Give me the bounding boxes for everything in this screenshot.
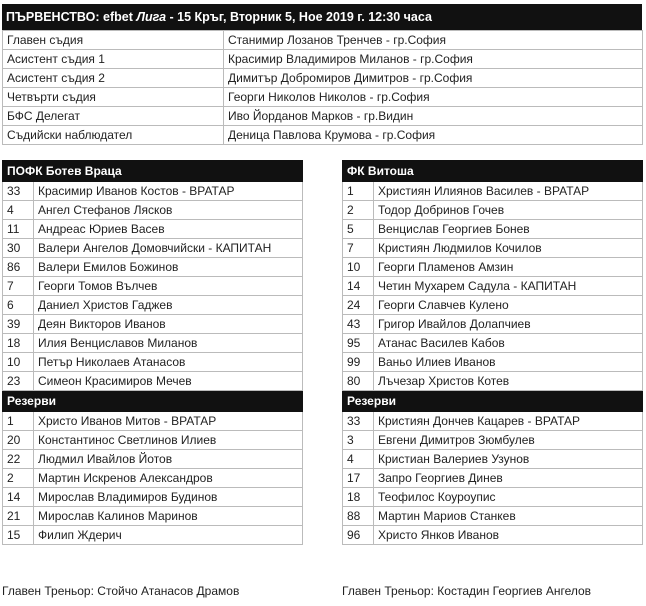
player-row: [3, 334, 303, 353]
player-row: [343, 372, 643, 391]
player-number: 7: [3, 277, 34, 296]
player-number: 39: [3, 315, 34, 334]
player-number: 4: [343, 450, 374, 469]
official-role: Главен съдия: [3, 31, 224, 50]
player-name: Кристиан Валериев Узунов: [374, 450, 643, 469]
player-number: 18: [343, 488, 374, 507]
player-number: 21: [3, 507, 34, 526]
player-row: [3, 182, 303, 201]
officials-table: [2, 30, 643, 145]
header-prefix: ПЪРВЕНСТВО: efbet: [6, 10, 133, 24]
player-name: Георги Славчев Кулено: [374, 296, 643, 315]
player-name: Андреас Юриев Васев: [34, 220, 303, 239]
player-name: Христо Иванов Митов - ВРАТАР: [34, 412, 303, 431]
player-number: 88: [343, 507, 374, 526]
player-row: [343, 315, 643, 334]
official-name: Станимир Лозанов Тренчев - гр.София: [224, 31, 643, 50]
player-name: Петър Николаев Атанасов: [34, 353, 303, 372]
player-number: 86: [3, 258, 34, 277]
player-name: Тодор Добринов Гочев: [374, 201, 643, 220]
official-role: Съдийски наблюдател: [3, 126, 224, 145]
player-name: Георги Томов Вълчев: [34, 277, 303, 296]
player-number: 1: [343, 182, 374, 201]
player-name: Лъчезар Христов Котев: [374, 372, 643, 391]
player-row: [3, 372, 303, 391]
team-header: [343, 161, 643, 182]
official-row: [3, 50, 643, 69]
player-name: Симеон Красимиров Мечев: [34, 372, 303, 391]
player-number: 10: [343, 258, 374, 277]
player-row: [343, 239, 643, 258]
player-row: [3, 296, 303, 315]
player-name: Четин Мухарем Садула - КАПИТАН: [374, 277, 643, 296]
team-header: [3, 161, 303, 182]
player-number: 80: [343, 372, 374, 391]
player-number: 33: [343, 412, 374, 431]
player-name: Филип Ждерич: [34, 526, 303, 545]
player-number: 20: [3, 431, 34, 450]
player-name: Константинос Светлинов Илиев: [34, 431, 303, 450]
player-number: 6: [3, 296, 34, 315]
official-name: Димитър Добромиров Димитров - гр.София: [224, 69, 643, 88]
team-header-label: ПОФК Ботев Враца: [3, 161, 303, 182]
player-row: [3, 412, 303, 431]
player-name: Илия Венциславов Миланов: [34, 334, 303, 353]
player-row: [343, 412, 643, 431]
official-role: Асистент съдия 1: [3, 50, 224, 69]
team-header-label: ФК Витоша: [343, 161, 643, 182]
reserves-header-label: Резерви: [343, 391, 643, 412]
player-name: Запро Георгиев Динев: [374, 469, 643, 488]
player-name: Венцислав Георгиев Бонев: [374, 220, 643, 239]
coach-name: Костадин Георгиев Ангелов: [437, 584, 592, 598]
player-row: [343, 277, 643, 296]
player-name: Людмил Ивайлов Йотов: [34, 450, 303, 469]
player-name: Мирослав Калинов Маринов: [34, 507, 303, 526]
official-row: [3, 69, 643, 88]
player-row: [3, 239, 303, 258]
player-name: Христо Янков Иванов: [374, 526, 643, 545]
player-row: [343, 507, 643, 526]
player-number: 95: [343, 334, 374, 353]
official-row: [3, 31, 643, 50]
player-row: [3, 469, 303, 488]
player-number: 3: [343, 431, 374, 450]
player-name: Валери Ангелов Домовчийски - КАПИТАН: [34, 239, 303, 258]
player-row: [3, 220, 303, 239]
player-number: 24: [343, 296, 374, 315]
reserves-header-label: Резерви: [3, 391, 303, 412]
player-number: 14: [343, 277, 374, 296]
player-name: Григор Ивайлов Долапчиев: [374, 315, 643, 334]
coach-label: Главен Треньор:: [342, 584, 434, 598]
player-number: 22: [3, 450, 34, 469]
player-row: [343, 182, 643, 201]
header-details: - 15 Кръг, Вторник 5, Ное 2019 г. 12:30 часа: [169, 10, 432, 24]
player-number: 1: [3, 412, 34, 431]
player-name: Кристиян Людмилов Кочилов: [374, 239, 643, 258]
player-name: Мартин Искренов Александров: [34, 469, 303, 488]
official-role: БФС Делегат: [3, 107, 224, 126]
player-number: 4: [3, 201, 34, 220]
player-number: 43: [343, 315, 374, 334]
home-coach: [2, 584, 239, 598]
player-name: Георги Пламенов Амзин: [374, 258, 643, 277]
player-number: 11: [3, 220, 34, 239]
player-row: [3, 507, 303, 526]
player-name: Ангел Стефанов Лясков: [34, 201, 303, 220]
player-name: Мартин Мариов Станкев: [374, 507, 643, 526]
player-row: [343, 258, 643, 277]
official-row: [3, 88, 643, 107]
player-number: 30: [3, 239, 34, 258]
player-number: 2: [343, 201, 374, 220]
player-number: 96: [343, 526, 374, 545]
official-row: [3, 126, 643, 145]
player-name: Християн Илиянов Василев - ВРАТАР: [374, 182, 643, 201]
player-row: [343, 296, 643, 315]
official-name: Деница Павлова Крумова - гр.София: [224, 126, 643, 145]
team-home-table: [2, 160, 303, 545]
player-name: Евгени Димитров Зюмбулев: [374, 431, 643, 450]
player-number: 5: [343, 220, 374, 239]
player-number: 23: [3, 372, 34, 391]
official-name: Иво Йорданов Марков - гр.Видин: [224, 107, 643, 126]
player-number: 7: [343, 239, 374, 258]
player-row: [343, 353, 643, 372]
player-name: Мирослав Владимиров Будинов: [34, 488, 303, 507]
official-role: Асистент съдия 2: [3, 69, 224, 88]
player-row: [3, 450, 303, 469]
player-number: 99: [343, 353, 374, 372]
player-row: [3, 526, 303, 545]
player-name: Валери Емилов Божинов: [34, 258, 303, 277]
player-number: 15: [3, 526, 34, 545]
player-row: [3, 431, 303, 450]
reserves-header: [3, 391, 303, 412]
player-row: [343, 220, 643, 239]
player-row: [3, 353, 303, 372]
player-row: [3, 315, 303, 334]
player-name: Ваньо Илиев Иванов: [374, 353, 643, 372]
player-name: Красимир Иванов Костов - ВРАТАР: [34, 182, 303, 201]
player-number: 18: [3, 334, 34, 353]
player-number: 2: [3, 469, 34, 488]
coach-name: Стойчо Атанасов Драмов: [97, 584, 240, 598]
player-name: Кристиян Дончев Кацарев - ВРАТАР: [374, 412, 643, 431]
player-row: [343, 334, 643, 353]
player-row: [343, 450, 643, 469]
official-name: Красимир Владимиров Миланов - гр.София: [224, 50, 643, 69]
player-row: [343, 201, 643, 220]
header-league: Лига: [136, 10, 167, 24]
player-number: 33: [3, 182, 34, 201]
player-name: Деян Викторов Иванов: [34, 315, 303, 334]
player-row: [343, 488, 643, 507]
official-role: Четвърти съдия: [3, 88, 224, 107]
player-name: Даниел Христов Гаджев: [34, 296, 303, 315]
player-number: 17: [343, 469, 374, 488]
player-row: [343, 526, 643, 545]
player-number: 10: [3, 353, 34, 372]
team-away-table: [342, 160, 643, 545]
player-row: [343, 469, 643, 488]
player-row: [3, 258, 303, 277]
reserves-header: [343, 391, 643, 412]
player-row: [3, 488, 303, 507]
official-row: [3, 107, 643, 126]
player-row: [343, 431, 643, 450]
player-row: [3, 277, 303, 296]
away-coach: [342, 584, 591, 598]
coach-label: Главен Треньор:: [2, 584, 94, 598]
player-name: Теофилос Коуроупис: [374, 488, 643, 507]
player-row: [3, 201, 303, 220]
player-name: Атанас Василев Кабов: [374, 334, 643, 353]
match-header: [2, 4, 642, 30]
official-name: Георги Николов Николов - гр.София: [224, 88, 643, 107]
player-number: 14: [3, 488, 34, 507]
